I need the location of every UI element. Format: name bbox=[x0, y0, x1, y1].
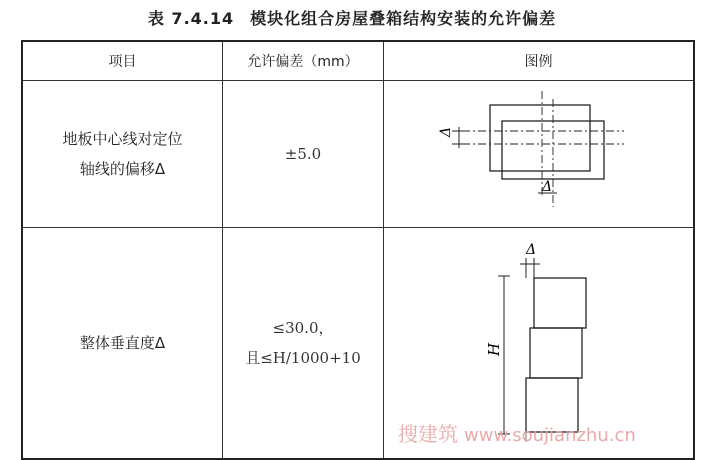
table-caption: 模块化组合房屋叠箱结构安装的允许偏差 bbox=[250, 9, 557, 28]
row1-item bbox=[22, 81, 223, 228]
box-original bbox=[490, 105, 590, 171]
offset-diagram bbox=[384, 81, 693, 223]
box-middle bbox=[530, 328, 582, 378]
delta-top-label: Δ bbox=[526, 242, 537, 258]
tolerance-table bbox=[21, 40, 695, 460]
row2-tolerance bbox=[223, 228, 384, 460]
box-top bbox=[534, 278, 586, 328]
header-item: 项目 bbox=[22, 41, 223, 81]
watermark-brand: 搜建筑 bbox=[398, 422, 458, 446]
row2-item-line1: 整体垂直度Δ bbox=[79, 334, 166, 352]
table-row bbox=[22, 81, 694, 228]
delta-left-label: Δ bbox=[438, 126, 454, 137]
header-figure: 图例 bbox=[384, 41, 695, 81]
row1-tolerance bbox=[223, 81, 384, 228]
row1-tol-line1: ±5.0 bbox=[284, 145, 322, 163]
header-tolerance: 允许偏差（mm） bbox=[223, 41, 384, 81]
watermark bbox=[398, 418, 636, 447]
h-label: H bbox=[485, 342, 503, 356]
row1-figure bbox=[384, 81, 695, 228]
row2-item bbox=[22, 228, 223, 460]
row2-tol-line1: ≤30.0， bbox=[272, 319, 334, 337]
watermark-url: www.soujianzhu.cn bbox=[464, 425, 636, 446]
row1-item-line2: 轴线的偏移Δ bbox=[79, 160, 166, 178]
table-number: 表 7.4.14 bbox=[147, 9, 235, 28]
row2-tol-line2: 且≤H/1000+10 bbox=[245, 349, 361, 367]
row1-item-line1: 地板中心线对定位 bbox=[62, 130, 183, 148]
table-title bbox=[0, 6, 704, 29]
delta-bottom-label: Δ bbox=[542, 179, 553, 195]
